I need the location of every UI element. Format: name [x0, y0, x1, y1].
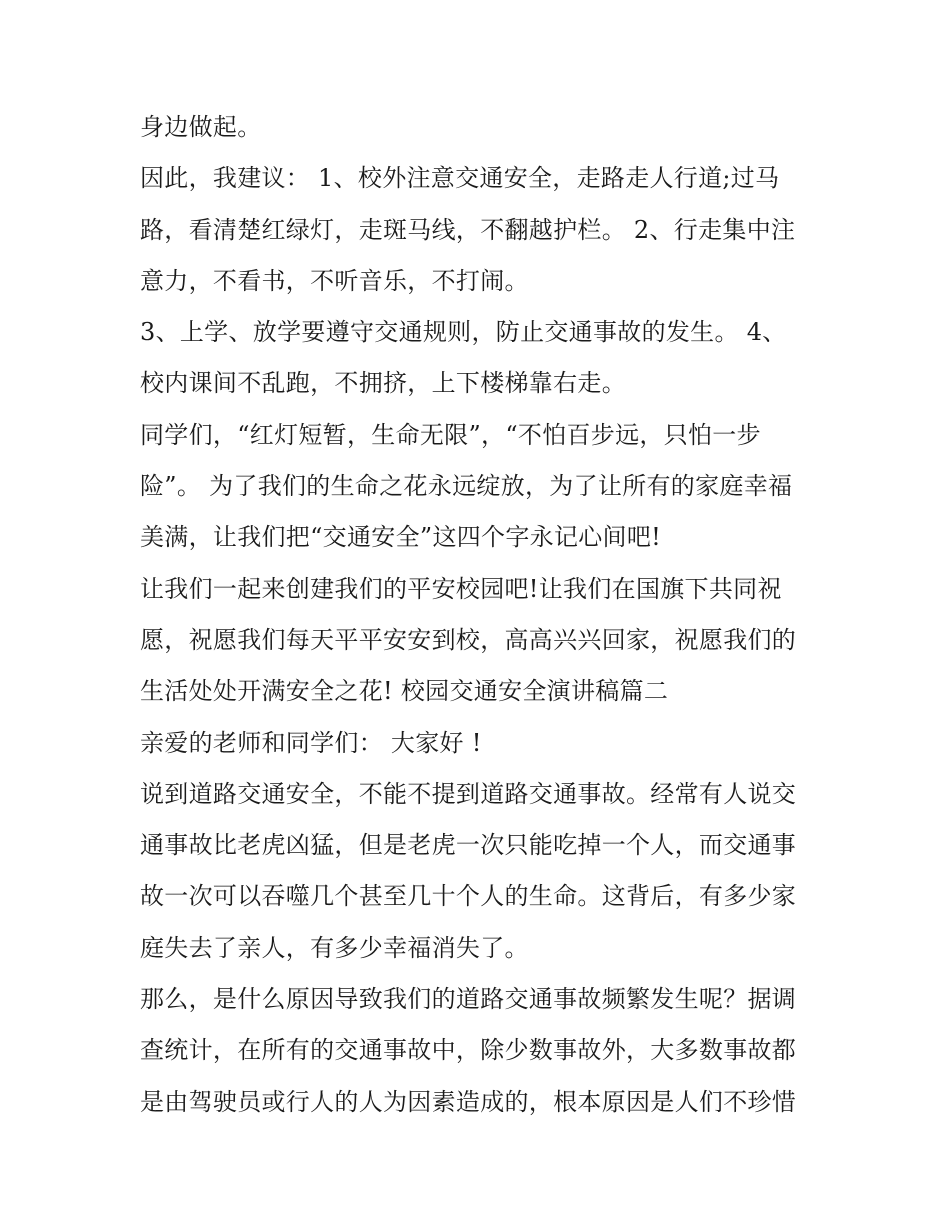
text-line: 美满，让我们把“交通安全”这四个字永记心间吧!	[140, 523, 662, 552]
text-line: 那么，是什么原因导致我们的道路交通事故频繁发生呢？据调	[140, 985, 797, 1014]
text-line: 故一次可以吞噬几个甚至几十个人的生命。这背后，有多少家	[140, 882, 797, 911]
text-line: 校内课间不乱跑，不拥挤，上下楼梯靠右走。	[140, 369, 626, 398]
text-line: 生活处处开满安全之花! 校园交通安全演讲稿篇二	[140, 677, 669, 706]
text-line: 路，看清楚红绿灯，走斑马线，不翻越护栏。 2、行走集中注	[140, 215, 796, 244]
document-body	[140, 102, 830, 1128]
text-line: 因此，我建议： 1、校外注意交通安全，走路走人行道;过马	[140, 164, 780, 193]
text-line: 身边做起。	[140, 113, 262, 141]
text-line: 是由驾驶员或行人的人为因素造成的，根本原因是人们不珍惜	[140, 1087, 797, 1116]
text-line: 意力，不看书，不听音乐，不打闹。	[140, 266, 529, 295]
text-line: 同学们，“红灯短暂，生命无限”，“不怕百步远，只怕一步	[140, 420, 761, 449]
text-line: 愿，祝愿我们每天平平安安到校，高高兴兴回家，祝愿我们的	[140, 625, 797, 654]
text-line: 说到道路交通安全，不能不提到道路交通事故。经常有人说交	[140, 779, 797, 808]
text-line: 庭失去了亲人，有多少幸福消失了。	[140, 933, 529, 962]
text-line: 亲爱的老师和同学们： 大家好 !	[140, 728, 482, 757]
text-line: 查统计，在所有的交通事故中，除少数事故外，大多数事故都	[140, 1036, 797, 1065]
text-line: 让我们一起来创建我们的平安校园吧!让我们在国旗下共同祝	[140, 574, 782, 603]
text-line: 3、上学、放学要遵守交通规则，防止交通事故的发生。 4、	[140, 318, 787, 347]
text-line: 通事故比老虎凶猛，但是老虎一次只能吃掉一个人，而交通事	[140, 831, 797, 860]
text-line: 险”。 为了我们的生命之花永远绽放，为了让所有的家庭幸福	[140, 472, 793, 501]
